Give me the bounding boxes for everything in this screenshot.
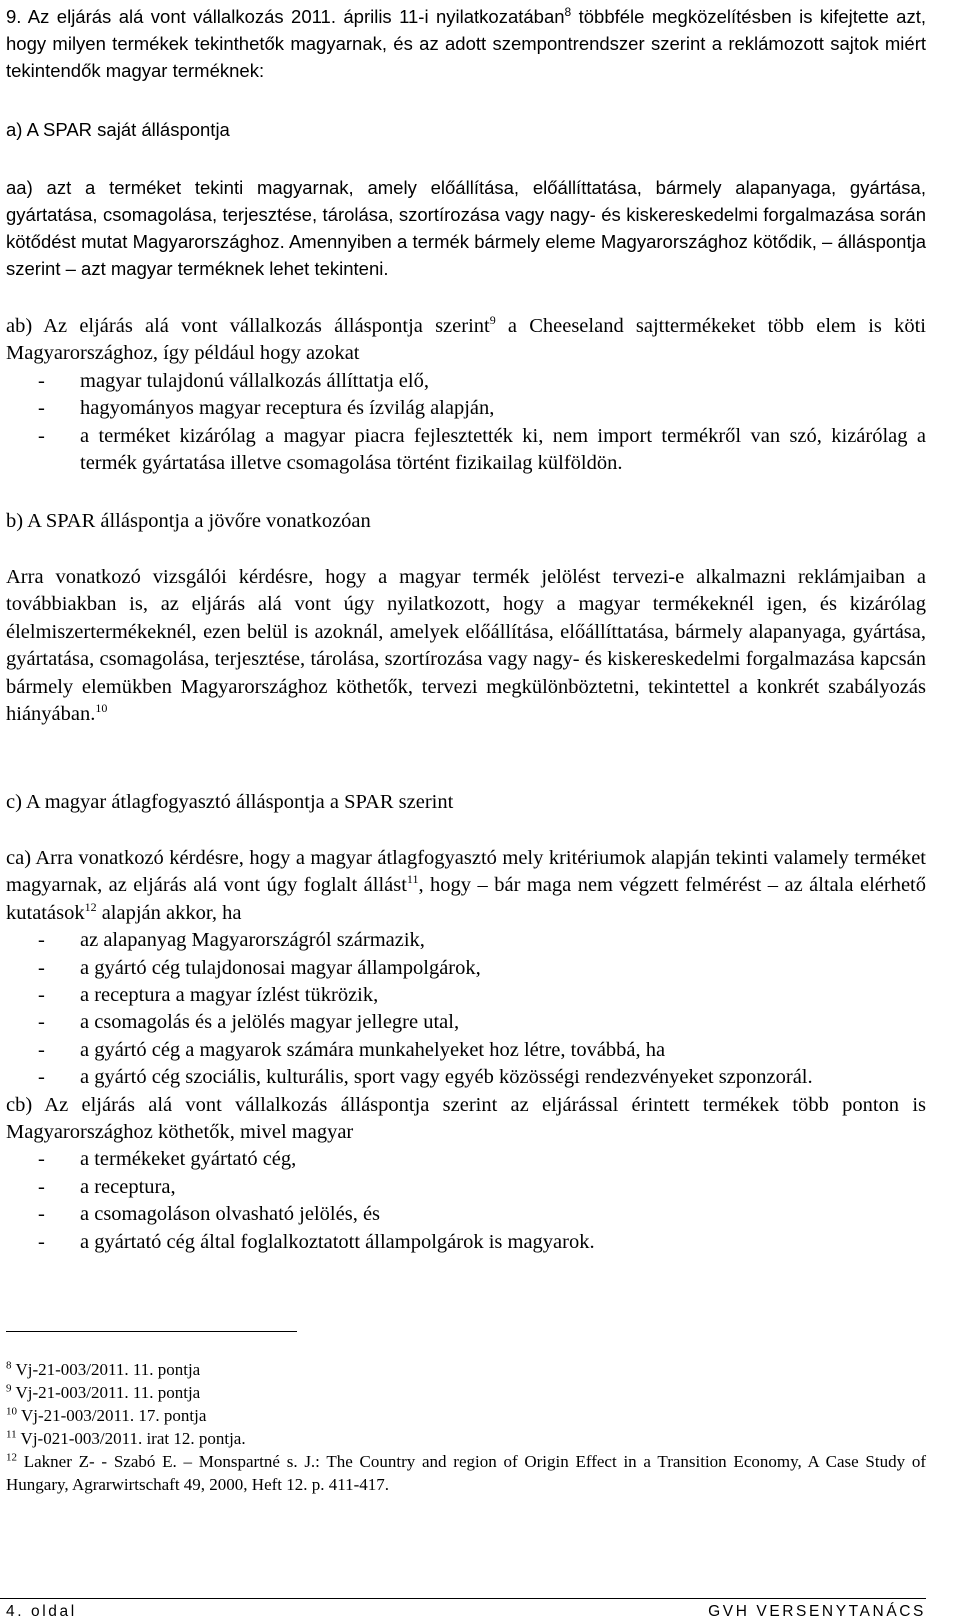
footnote-number: 9 xyxy=(6,1382,12,1395)
footnote-separator xyxy=(6,1331,297,1332)
ab-list-text: magyar tulajdonú vállalkozás állíttatja elő, xyxy=(80,369,429,392)
ab-list-item xyxy=(6,423,926,478)
footnote-ref-9[interactable]: 9 xyxy=(489,313,496,328)
footnote-9 xyxy=(6,1381,926,1404)
footnote-ref-11[interactable]: 11 xyxy=(406,872,419,887)
footnote-text: Vj-21-003/2011. 11. pontja xyxy=(15,1360,201,1379)
intro-paragraph xyxy=(6,3,926,84)
footnote-11 xyxy=(6,1427,926,1450)
footnote-number: 12 xyxy=(6,1451,17,1464)
page-number: 4. oldal xyxy=(6,1603,77,1620)
cb-list-text: a csomagoláson olvasható jelölés, és xyxy=(80,1203,381,1226)
ab-text-start: ab) Az eljárás alá vont vállalkozás álláspontja szerint xyxy=(6,315,490,337)
ab-list-text: a terméket kizárólag a magyar piacra fejlesztették ki, nem import termékről van szó, kizárólag a termék gyártatása illetve csomagolása történt fizikailag külföldön. xyxy=(80,424,926,475)
footnote-number: 8 xyxy=(6,1359,12,1372)
ca-list-text: az alapanyag Magyarországról származik, xyxy=(80,929,425,952)
footnote-10 xyxy=(6,1404,926,1427)
ca-list-text: a csomagolás és a jelölés magyar jellegre utal, xyxy=(80,1011,460,1034)
footnote-ref-12[interactable]: 12 xyxy=(84,899,97,914)
cb-paragraph: cb) Az eljárás alá vont vállalkozás álláspontja szerint az eljárással érintett termékek több ponton is Magyarországhoz köthetők, mivel magyar xyxy=(6,1093,926,1144)
ca-list-item xyxy=(6,1037,926,1064)
section-b-text: Arra vonatkozó vizsgálói kérdésre, hogy a magyar termék jelölést tervezi-e alkalmazni reklámjaiban a továbbiakban is, az eljárás alá vont úgy nyilatkozott, hogy a magyar termékeknél igen, és kizárólag élelmiszertermékeknél, ezen belül is azoknál, amelyek előállítása, előállíttatása, bármely alapanyaga, gyártása, gyártatása, csomagolása, terjesztése, tárolása, szortírozása vagy nagy- és kiskereskedelmi forgalmazása kapcsán bármely elemükben Magyarországhoz köthetők, tervezi megkülönböztetni, tekintettel a konkrét szabályozás hiányában. xyxy=(6,566,926,726)
list-dash: - xyxy=(38,1038,45,1061)
ca-list-text: a receptura a magyar ízlést tükrözik, xyxy=(80,984,379,1007)
ca-block xyxy=(6,845,926,1256)
intro-text-end: többféle megközelítésben is kifejtette azt, hogy milyen termékek tekinthetők magyarnak, és az adott szempontrendszer szerint a reklámozott sajtok miért tekintendők magyar terméknek: xyxy=(6,6,926,81)
footnote-ref-8[interactable]: 8 xyxy=(564,4,572,19)
section-b-heading: b) A SPAR álláspontja a jövőre vonatkozóan xyxy=(6,510,371,532)
intro-text-start: 9. Az eljárás alá vont vállalkozás 2011. április 11-i nyilatkozatában xyxy=(6,6,565,27)
list-dash: - xyxy=(38,1011,45,1034)
ca-text-middle: , hogy – bár maga nem végzett felmérést – az általa elérhető kutatások xyxy=(6,874,926,924)
ca-list-text: a gyártó cég szociális, kulturális, sport vagy egyéb közösségi rendezvényeket szponzorál. xyxy=(80,1066,813,1089)
list-dash: - xyxy=(38,956,45,979)
ca-list-item xyxy=(6,955,926,982)
list-dash: - xyxy=(38,369,45,392)
ca-list-text: a gyártó cég a magyarok számára munkahelyeket hoz létre, továbbá, ha xyxy=(80,1038,666,1061)
cb-list-item xyxy=(6,1201,926,1228)
list-dash: - xyxy=(38,984,45,1007)
section-b-paragraph xyxy=(6,564,926,728)
list-dash: - xyxy=(38,1066,45,1089)
section-c-heading: c) A magyar átlagfogyasztó álláspontja a SPAR szerint xyxy=(6,791,454,813)
footer-rule xyxy=(0,1598,926,1599)
list-dash: - xyxy=(38,1230,45,1253)
ab-list-item xyxy=(6,395,926,422)
footnote-8 xyxy=(6,1358,926,1381)
cb-list-item xyxy=(6,1174,926,1201)
ca-list-text: a gyártó cég tulajdonosai magyar állampolgárok, xyxy=(80,956,481,979)
footnote-text: Lakner Z- - Szabó E. – Monspartné s. J.: The Country and region of Origin Effect in a Transition Economy, A Case Study of Hungary, Agrarwirtschaft 49, 2000, Heft 12. p. 411-417. xyxy=(6,1452,926,1494)
ab-list-text: hagyományos magyar receptura és ízvilág alapján, xyxy=(80,397,495,420)
ab-list-item xyxy=(6,368,926,395)
cb-list-item xyxy=(6,1229,926,1256)
ab-text-end: a Cheeseland sajttermékeket több elem is köti Magyarországhoz, így például hogy azokat xyxy=(6,315,926,365)
ca-text-start: ca) Arra vonatkozó kérdésre, hogy a magyar átlagfogyasztó mely kritériumok alapján tekinti valamely terméket magyarnak, az eljárás alá vont úgy foglalt állást xyxy=(6,847,926,897)
list-dash: - xyxy=(38,1148,45,1171)
ca-text-end: alapján akkor, ha xyxy=(96,901,242,924)
ca-list-item xyxy=(6,1009,926,1036)
ab-paragraph xyxy=(6,313,926,368)
cb-list-text: a receptura, xyxy=(80,1175,176,1198)
list-dash: - xyxy=(38,1175,45,1198)
footnote-ref-10[interactable]: 10 xyxy=(95,701,108,716)
footnote-text: Vj-21-003/2011. 11. pontja xyxy=(15,1383,201,1402)
footnote-number: 11 xyxy=(6,1428,17,1441)
list-dash: - xyxy=(38,1203,45,1226)
list-dash: - xyxy=(38,397,45,420)
footnote-text: Vj-21-003/2011. 17. pontja xyxy=(20,1406,207,1425)
footer-organization: GVH VERSENYTANÁCS xyxy=(708,1603,926,1620)
ca-list-item xyxy=(6,982,926,1009)
ca-list-item xyxy=(6,1064,926,1091)
list-dash: - xyxy=(38,929,45,952)
list-dash: - xyxy=(38,424,45,447)
footnote-number: 10 xyxy=(6,1405,17,1418)
aa-paragraph: aa) azt a terméket tekinti magyarnak, amely előállítása, előállíttatása, bármely alapanyaga, gyártása, gyártatása, csomagolása, terjesztése, tárolása, szortírozása vagy nagy- és kiskereskedelmi forgalmazása során kötődést mutat Magyarországhoz. Amennyiben a termék bármely eleme Magyarországhoz kötődik, – álláspontja szerint – azt magyar terméknek lehet tekinteni. xyxy=(6,177,926,279)
cb-list-text: a gyártató cég által foglalkoztatott állampolgárok is magyarok. xyxy=(80,1230,595,1253)
ca-list-item xyxy=(6,927,926,954)
footnote-text: Vj-021-003/2011. irat 12. pontja. xyxy=(20,1429,246,1448)
ca-paragraph xyxy=(6,845,926,927)
cb-list-text: a termékeket gyártató cég, xyxy=(80,1148,297,1171)
cb-list-item xyxy=(6,1146,926,1173)
ab-block xyxy=(6,313,926,477)
section-a-heading: a) A SPAR saját álláspontja xyxy=(6,119,230,140)
footnote-12 xyxy=(6,1450,926,1496)
